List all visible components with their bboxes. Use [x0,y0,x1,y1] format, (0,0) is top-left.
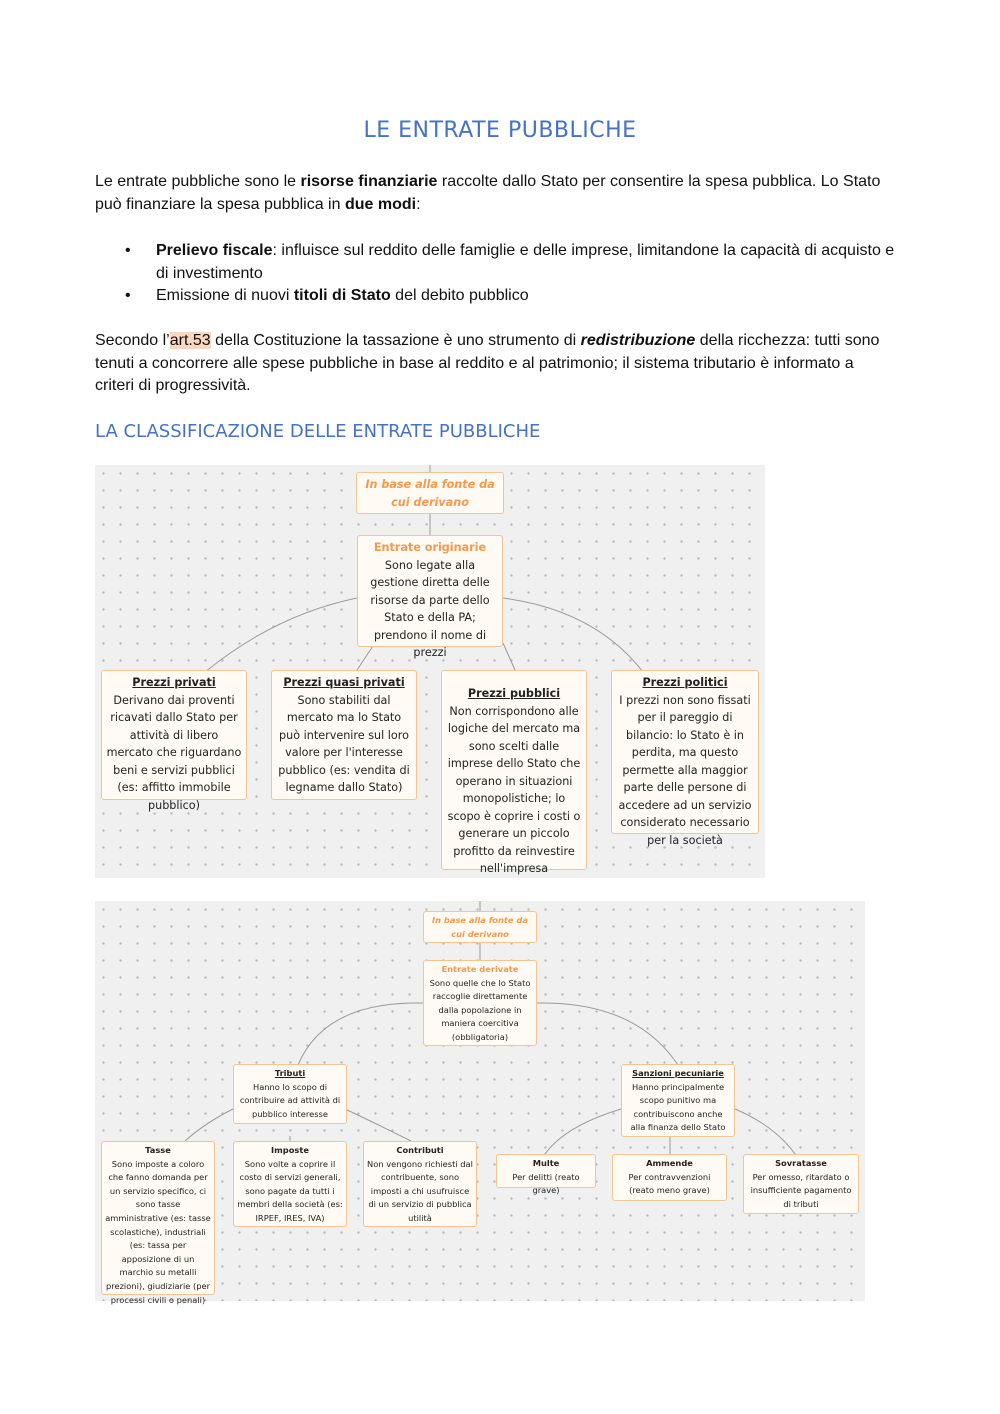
root-node [356,472,504,514]
node-title: Imposte [271,1145,309,1155]
node-text: Sono volte a coprire il costo di servizi generali, sono pagate da tutti i membri della società (es: IRPEF, IRES, IVA) [237,1158,343,1223]
node-text: Derivano dai proventi ricavati dallo Stato per attività di libero mercato che riguardano beni e servizi pubblici (es: affitto immobile pubblico) [106,693,242,812]
node-title: Sovratasse [775,1158,827,1168]
tasse-node [101,1141,215,1305]
node-text: Sono legate alla gestione diretta delle risorse da parte dello Stato e della PA; prendono il nome di prezzi [370,558,490,659]
intro-bold-1: risorse finanziarie [300,173,438,190]
bullet-text: : influisce sul reddito delle famiglie e delle imprese, limitandone la capacità di acquisto e di investimento [156,242,895,282]
intro-text-1: Le entrate pubbliche sono le [95,173,301,190]
node-title: Prezzi pubblici [467,687,561,700]
node-text: Sono quelle che lo Stato raccoglie direttamente dalla popolazione in maniera coercitiva (obbligatoria) [429,977,531,1042]
root-label: In base alla fonte da cui derivano [365,478,495,509]
node-text: Sono stabiliti dal mercato ma lo Stato può intervenire sul loro valore per l'interesse pubblico (es: vendita di legname dallo Stato) [278,693,410,794]
list-item [95,285,895,308]
node-text: Per contravvenzioni (reato meno grave) [628,1171,711,1196]
node-title: Entrate derivate [441,964,519,974]
node-title: Tributi [274,1068,306,1078]
multe-node [496,1154,596,1196]
node-text: Non vengono richiesti dal contribuente, sono imposti a chi usufruisce di un servizio di pubblica utilità [367,1158,473,1223]
bullet-bold: Prelievo fiscale [156,242,273,259]
node-text: Per omesso, ritardato o insufficiente pagamento di tributi [750,1171,852,1209]
contributi-node [363,1141,477,1227]
node-title: Contributi [396,1145,444,1155]
section-heading: LA CLASSIFICAZIONE DELLE ENTRATE PUBBLICHE [95,421,541,442]
entrate-originarie-node [357,535,503,659]
sovratasse-node [743,1154,859,1214]
cost-bold-italic: redistribuzione [580,332,696,349]
intro-bold-2: due modi [344,195,417,213]
prezzi-pubblici-node [441,670,587,875]
node-title: Ammende [646,1158,693,1168]
costituzione-paragraph [95,330,895,398]
bullet-bold: titoli di Stato [293,287,391,304]
page-title: LE ENTRATE PUBBLICHE [363,118,637,143]
tributi-node [233,1064,347,1124]
intro-text-2: raccolte dallo Stato per consentire la spesa pubblica. Lo Stato può finanziare la spesa pubblica in [95,173,881,213]
prezzi-quasi-privati-node [271,670,417,800]
entrate-derivate-node [423,960,537,1046]
bullet-pre: Emissione di nuovi [156,287,294,304]
ammende-node [612,1154,727,1201]
imposte-node [233,1141,347,1227]
node-text: Non corrispondono alle logiche del mercato ma sono scelti dalle imprese dello Stato che operano in situazioni monopolistiche; lo scopo è coprire i costi o generare un piccolo profitto da reinvestire nell'impresa [447,704,581,875]
cost-text-3: della ricchezza: tutti sono tenuti a concorrere alle spese pubbliche in base al reddito e al patrimonio; il sistema tributario è informato a criteri di progressività. [95,332,880,394]
node-text: Sono imposte a coloro che fanno domanda per un servizio specifico, ci sono tasse amministrative (es: tasse scolastiche), industriali (es: tassa per apposizione di un marchio su metalli prezioni), giudiziarie (per processi civili o penali) [105,1158,211,1305]
diagram-entrate-derivate [95,901,865,1305]
node-title: Sanzioni pecuniarie [632,1068,724,1078]
node-title: Multe [532,1158,560,1168]
node-title: Entrate originarie [373,541,487,554]
prezzi-politici-node [611,670,759,847]
node-title: Prezzi quasi privati [283,676,405,689]
node-title: Prezzi privati [132,676,216,689]
intro-paragraph [95,171,895,216]
root-label: In base alla fonte da cui derivano [432,915,528,939]
node-text: Hanno principalmente scopo punitivo ma contribuiscono anche alla finanza dello Stato [630,1081,726,1133]
node-text: Per delitti (reato grave) [512,1171,580,1196]
root-node [423,911,537,943]
prezzi-privati-node [101,670,247,812]
bullet-post: del debito pubblico [390,287,529,304]
node-title: Prezzi politici [642,676,728,689]
node-text: Hanno lo scopo di contribuire ad attività di pubblico interesse [239,1081,341,1119]
bullet-list [95,240,895,308]
cost-text-1: Secondo l’ [95,332,170,349]
node-text: I prezzi non sono fissati per il pareggio di bilancio: lo Stato è in perdita, ma questo permette alla maggior parte delle persone di accedere ad un servizio considerato necessario per la società [618,693,752,847]
intro-text-3: : [416,195,421,213]
sanzioni-pecuniarie-node [621,1064,735,1137]
diagram-entrate-originarie [95,465,765,878]
cost-text-2: della Costituzione la tassazione è uno strumento di [210,332,581,349]
node-title: Tasse [145,1145,171,1155]
list-item [95,240,895,285]
highlighted-article: art.53 [169,332,211,349]
